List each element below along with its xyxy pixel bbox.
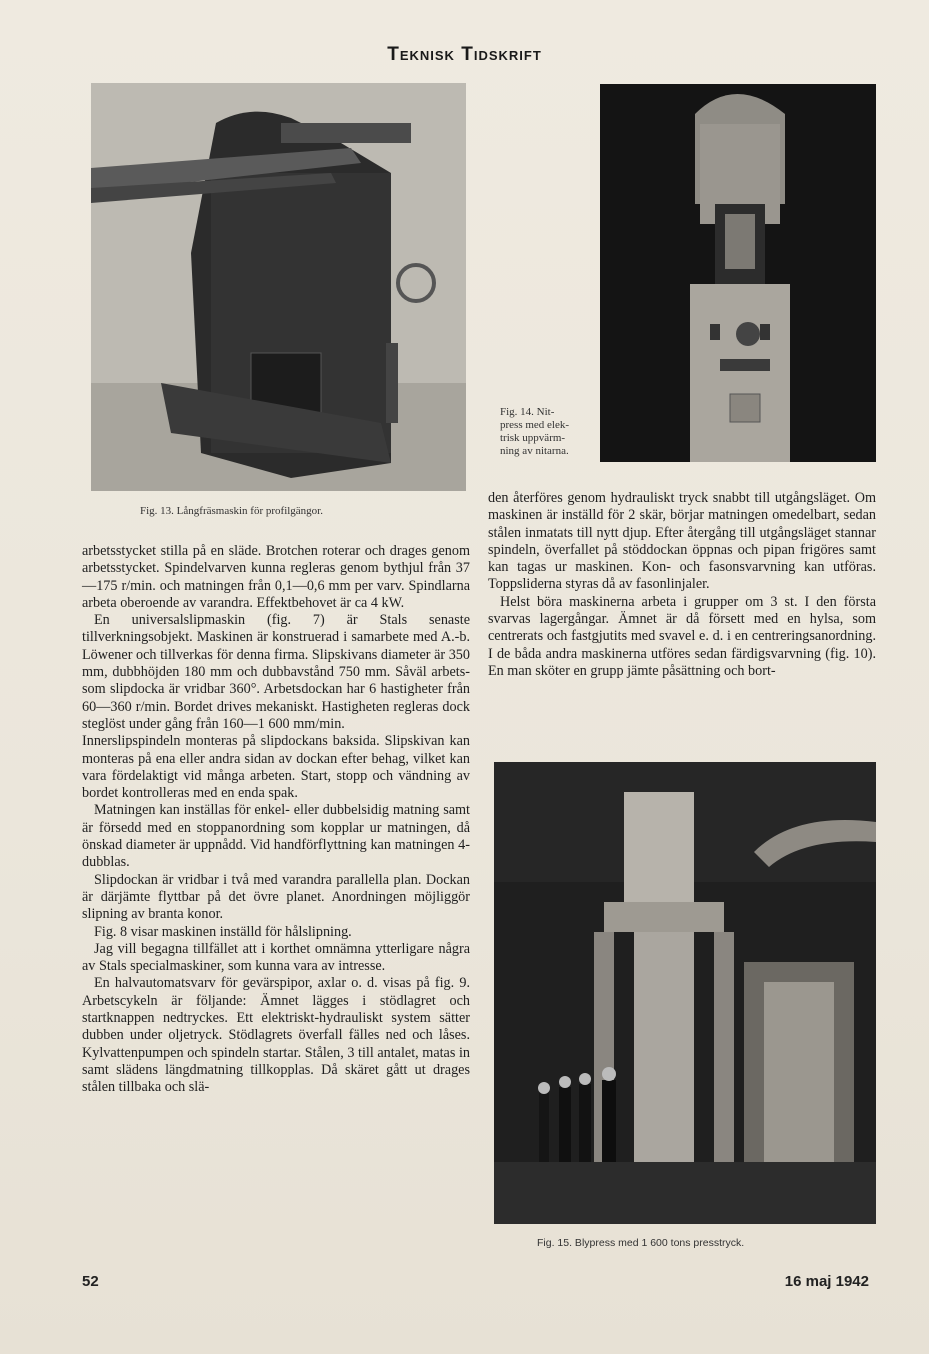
caption-line: Fig. 14. Nit- [500,406,555,418]
paragraph: En halvautomatsvarv för gevärspipor, axlar o. d. visas på fig. 9. Arbetscykeln är följande: Ämnet lägges i stödlagret och startknappen nedtryckes. Ett elektriskt-hydrauliskt system sätter dubben under oljetryck. Stödlagrets överfall fälles ned och låses. Kylvattenpumpen och spindeln startar. Stålen, 3 till antalet, matas in samt slädens längdmatning tillkopplas. Då skäret gått ut drages stålen tillbaka och slä- [82,975,470,1096]
figure-15-photo [494,762,876,1224]
figure-15-caption: Fig. 15. Blypress med 1 600 tons presstryck. [537,1237,745,1249]
masthead: Teknisk Tidskrift [387,44,542,65]
issue-date: 16 maj 1942 [784,1273,869,1290]
figure-14-caption [500,406,600,458]
paragraph: Fig. 8 visar maskinen inställd för hålslipning. [94,923,352,940]
caption-line: trisk uppvärm- [500,432,566,444]
page-number: 52 [82,1273,99,1290]
paragraph: Innerslipspindeln monteras på slipdockans baksida. Slipskivan kan monteras på ena eller andra sidan av dockan efter behag, vilket kan vara fördelaktigt vid många arbeten. Start, stopp och vändning av bordet kontrolleras med en enda spak. [82,733,470,802]
paragraph: Helst böra maskinerna arbeta i grupper om 3 st. I den första svarvas lagergångar. Ämnet är då försett med en hylsa, som centrerats och fastgjutits med svavel e. d. i en centreringsanordning. I de båda andra maskinerna utföres sedan färdigsvarvning (fig. 10). En man sköter en grupp jämte påsättning och bort- [488,593,876,679]
caption-line: ning av nitarna. [500,445,569,457]
paragraph: den återföres genom hydrauliskt tryck snabbt till utgångsläget. Om maskinen är inställd för 2 skär, börjar matningen omedelbart, sedan stålen inmatats till nytt djup. Efter återgång till utgångsläget stannar spindeln, överfallet på stöddockan öppnas och pipan frigöres samt kan tagas ur maskinen. Kon- och fasonsvarvning kan utföras. Toppsliderna styras då av fasonlinjaler. [488,490,876,593]
paragraph: Jag vill begagna tillfället att i korthet omnämna ytterligare några av Stals specialmaskiner, som kunna vara av intresse. [82,940,470,975]
figure-14-photo [600,84,876,462]
caption-line: press med elek- [500,419,570,431]
left-column [82,543,470,1097]
figure-13-caption: Fig. 13. Långfräsmaskin för profilgängor. [140,505,323,517]
right-column [488,490,876,680]
paragraph: Slipdockan är vridbar i två med varandra parallella plan. Dockan är därjämte flyttbar på det övre planet. Anordningen möjliggör slipning av branta konor. [82,871,470,923]
paragraph: Matningen kan inställas för enkel- eller dubbelsidig matning samt är försedd med en stoppanordning som kopplar ur matningen, då önskad diameter är uppnådd. Vid handförflyttning kan matningen 4-dubblas. [82,802,470,871]
figure-13-photo [91,83,466,491]
paragraph: arbetsstycket stilla på en släde. Brotchen roterar och drages genom arbetsstycket. Spindelvarven kunna regleras genom bythjul från 37—175 r/min. och matningen från 0,1—0,6 mm per varv. Spindlarna arbeta oberoende av varandra. Effektbehovet är ca 4 kW. [82,543,470,611]
paragraph: En universalslipmaskin (fig. 7) är Stals senaste tillverkningsobjekt. Maskinen är konstruerad i samarbete med A.-b. Löwener och tillverkas för denna firma. Slipskivans diameter är 350 mm, dubbhöjden 180 mm och dubbavstånd 750 mm. Såväl arbets- som slipdocka är vridbar 360°. Arbetsdockan har 6 hastigheter från 60—360 r/min. Bordet drives mekaniskt. Hastigheten regleras dock steglöst under gång från 160—1 600 mm/min. [82,612,470,732]
